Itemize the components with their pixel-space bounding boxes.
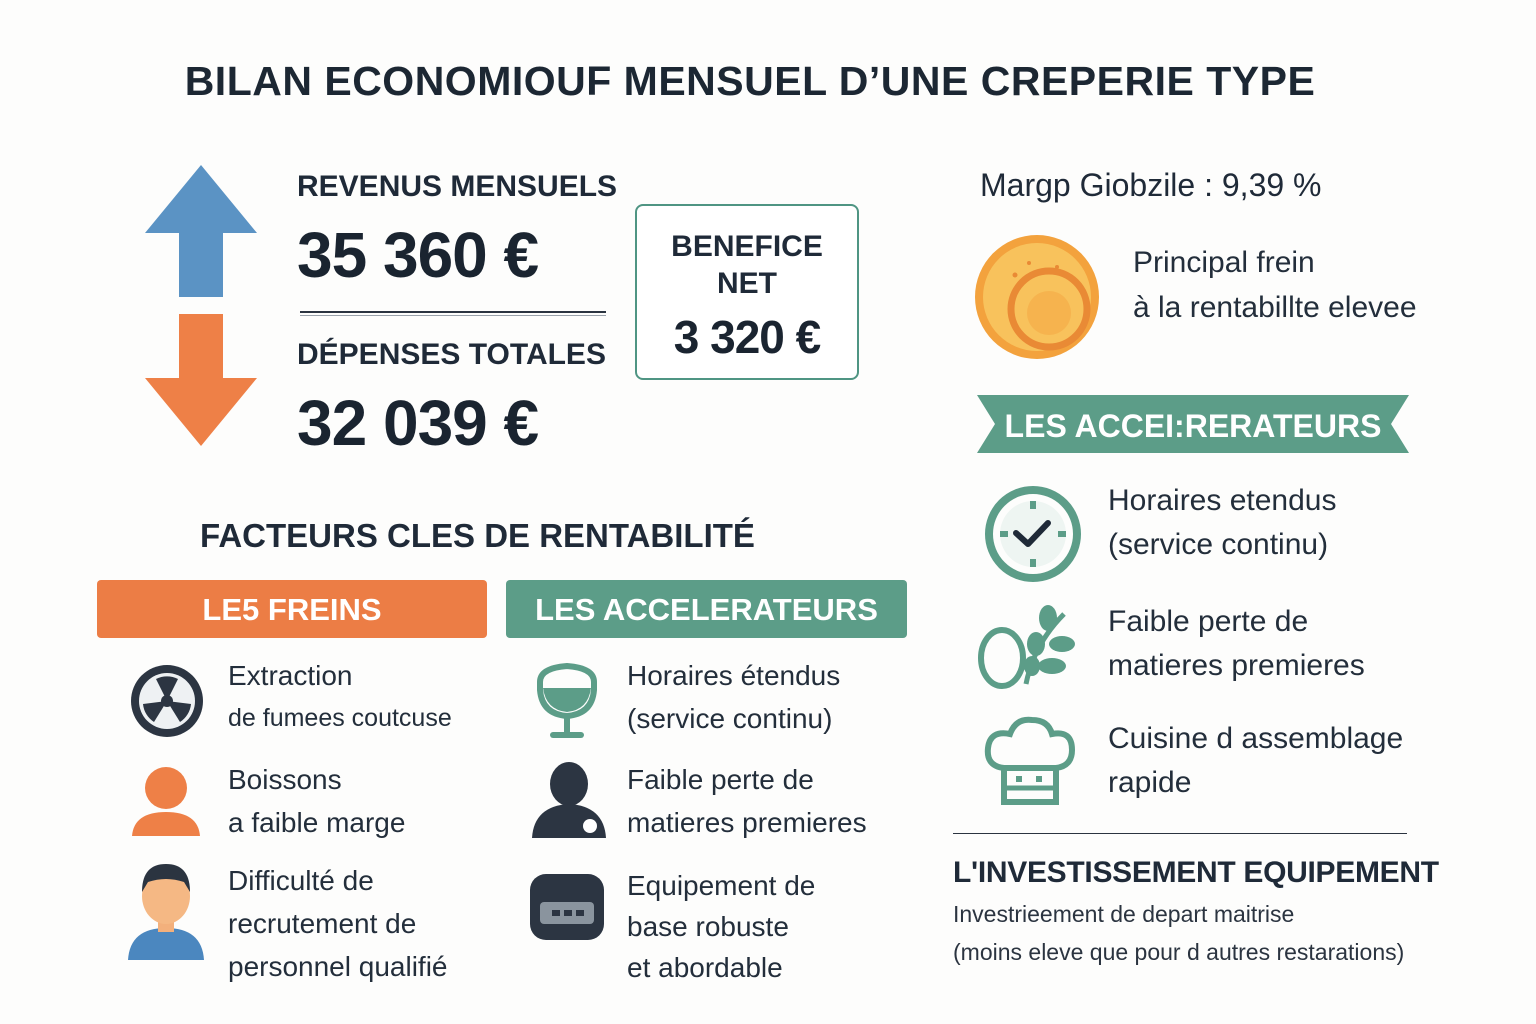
benefice-label-line1: BENEFICE xyxy=(671,230,823,263)
acc-line: Equipement de xyxy=(627,870,816,901)
freins-banner: LE5 FREINS xyxy=(97,580,487,638)
right-item-line: Faible perte de xyxy=(1108,605,1309,638)
crepe-icon xyxy=(971,233,1103,361)
benefice-label-line2: NET xyxy=(717,267,777,300)
depenses-label: DÉPENSES TOTALES xyxy=(297,338,606,371)
acc-line: Horaires étendus xyxy=(627,660,841,691)
factors-title: FACTEURS CLES DE RENTABILITÉ xyxy=(200,517,755,554)
page-title: BILAN ECONOMIOUF MENSUEL D’UNE CREPERIE TYPE xyxy=(184,58,1316,104)
acc-item-perte xyxy=(627,758,867,844)
right-item-line: rapide xyxy=(1108,766,1192,799)
right-item-horaires xyxy=(1108,479,1336,567)
arrow-up-icon xyxy=(143,163,259,299)
frein-line: recrutement de xyxy=(228,908,417,939)
divider xyxy=(300,315,606,316)
revenus-label: REVENUS MENSUELS xyxy=(297,170,618,203)
accelerateurs-banner: LES ACCELERATEURS xyxy=(506,580,907,638)
acc-item-horaires xyxy=(627,654,840,740)
acc-line: Faible perte de xyxy=(627,764,814,795)
equipment-icon xyxy=(528,872,606,942)
right-item-cuisine xyxy=(1108,717,1403,805)
acc-line: matieres premieres xyxy=(627,807,867,838)
frein-principal-text xyxy=(1133,240,1417,330)
investissement-line1: Investrieement de depart maitrise xyxy=(953,901,1295,927)
right-item-line: Cuisine d assemblage xyxy=(1108,722,1404,755)
right-accelerateurs-banner: LES ACCEI:RERATEURS xyxy=(1004,408,1382,444)
frein-line: de fumees coutcuse xyxy=(228,704,452,732)
frein-line: a faible marge xyxy=(228,807,406,838)
worker-icon xyxy=(124,858,208,962)
clock-icon xyxy=(984,485,1082,583)
chef-hat-icon xyxy=(982,716,1078,808)
marge-globale-text: Margp Giobzile : 9,39 % xyxy=(980,167,1322,203)
chef-person-icon xyxy=(530,760,608,840)
benefice-value: 3 320 € xyxy=(673,311,821,363)
frein-item-boissons xyxy=(228,758,405,844)
frein-principal-line2: à la rentabillte elevee xyxy=(1133,291,1417,324)
right-item-perte xyxy=(1108,600,1365,688)
acc-line: et abordable xyxy=(627,952,783,983)
frein-line: Difficulté de xyxy=(228,865,374,896)
fan-icon xyxy=(128,662,206,740)
arrow-down-icon xyxy=(143,312,259,450)
investissement-title: L'INVESTISSEMENT EQUIPEMENT xyxy=(953,856,1439,889)
right-item-line: Horaires etendus xyxy=(1108,484,1337,517)
revenus-value: 35 360 € xyxy=(297,219,539,291)
benefice-net-box xyxy=(635,204,859,380)
frein-line: Boissons xyxy=(228,764,342,795)
person-icon xyxy=(130,766,202,838)
glass-icon xyxy=(534,662,600,742)
acc-item-equipement xyxy=(627,865,815,988)
frein-principal-line1: Principal frein xyxy=(1133,246,1315,279)
acc-line: (service continu) xyxy=(627,703,833,734)
acc-line: base robuste xyxy=(627,911,789,942)
right-item-line: (service continu) xyxy=(1108,528,1329,561)
divider xyxy=(953,833,1407,834)
benefice-label xyxy=(637,228,857,302)
frein-item-extraction xyxy=(228,654,452,740)
right-item-line: matieres premieres xyxy=(1108,649,1365,682)
frein-item-recrutement xyxy=(228,859,448,988)
frein-line: personnel qualifié xyxy=(228,951,448,982)
investissement-line2: (moins eleve que pour d autres restarations) xyxy=(953,939,1405,965)
egg-leaf-icon xyxy=(976,604,1078,692)
divider xyxy=(300,311,606,313)
depenses-value: 32 039 € xyxy=(297,387,539,459)
frein-line: Extraction xyxy=(228,660,353,691)
